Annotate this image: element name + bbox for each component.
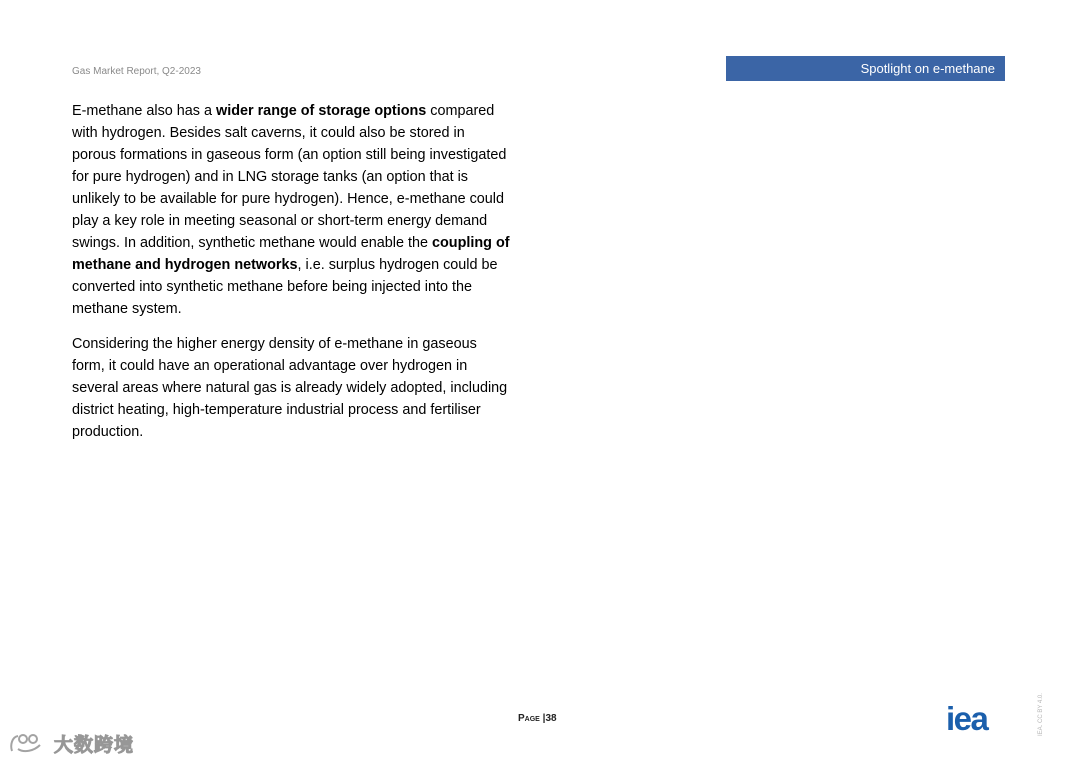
p1-bold-2: coupling of methane and hydrogen networks <box>72 235 510 273</box>
page-number-footer <box>518 713 557 724</box>
p1-bold-1: wider range of storage options <box>216 103 427 119</box>
license-text: IEA. CC BY 4.0. <box>1038 693 1044 736</box>
watermark <box>8 730 134 756</box>
watermark-logo-icon <box>8 731 48 755</box>
iea-logo <box>946 704 1008 734</box>
svg-text:iea: iea <box>946 704 988 734</box>
report-title: Gas Market Report, Q2-2023 <box>72 66 201 77</box>
paragraph-2: Considering the higher energy density of e-methane in gaseous form, it could have an operational advantage over hydrogen in several areas where natural gas is already widely adopted, including district heating, high-temperature industrial process and fertiliser production. <box>72 335 508 440</box>
page-number: 38 <box>545 713 557 724</box>
watermark-text: 大数跨境 <box>54 734 135 756</box>
paragraph-1 <box>72 100 512 320</box>
p1-text-3: , i.e. surplus hydrogen could be converted into synthetic methane before being injected into the methane system. <box>72 257 498 317</box>
main-text <box>72 100 512 455</box>
p1-text-1: E-methane also has a <box>72 103 216 119</box>
section-tag: Spotlight on e-methane <box>726 56 1005 81</box>
page-separator: | <box>542 713 546 724</box>
page-label: Page <box>518 713 540 724</box>
p1-text-2: compared with hydrogen. Besides salt caverns, it could also be stored in porous formations in gaseous form (an option still being investigated for pure hydrogen) and in LNG storage tanks (an option that is unlikely to be available for pure hydrogen). Hence, e-methane could play a key role in meeting seasonal or short-term energy demand swings. In addition, synthetic methane would enable the <box>72 103 507 251</box>
